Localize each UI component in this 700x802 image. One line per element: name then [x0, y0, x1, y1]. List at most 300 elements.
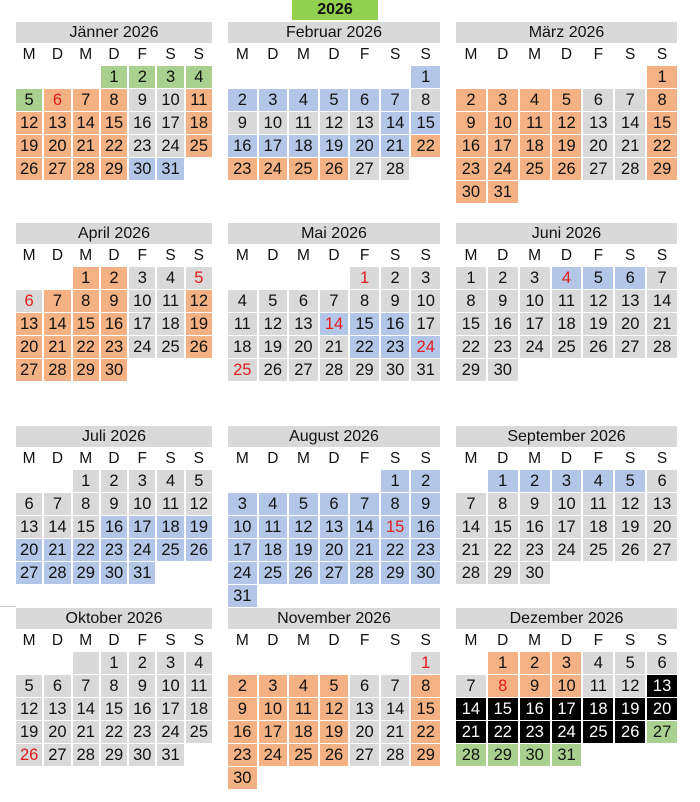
day-cell[interactable]: 27 — [647, 721, 677, 743]
day-cell[interactable]: 6 — [615, 267, 645, 289]
day-cell[interactable]: 27 — [16, 562, 42, 584]
day-cell[interactable]: 8 — [101, 675, 127, 697]
day-cell[interactable]: 2 — [456, 89, 486, 111]
day-cell[interactable]: 1 — [350, 267, 379, 289]
day-cell[interactable]: 24 — [157, 721, 183, 743]
day-cell[interactable]: 22 — [350, 336, 379, 358]
day-cell[interactable]: 27 — [350, 744, 379, 766]
day-cell[interactable]: 21 — [615, 135, 645, 157]
day-cell[interactable]: 8 — [350, 290, 379, 312]
day-cell[interactable]: 16 — [411, 516, 440, 538]
day-cell[interactable]: 21 — [456, 539, 486, 561]
day-cell[interactable]: 3 — [228, 493, 257, 515]
day-cell[interactable]: 19 — [615, 516, 645, 538]
day-cell[interactable]: 28 — [44, 562, 70, 584]
day-cell[interactable]: 3 — [129, 470, 155, 492]
day-cell[interactable]: 27 — [583, 158, 613, 180]
day-cell[interactable]: 30 — [129, 158, 155, 180]
day-cell[interactable]: 28 — [73, 744, 99, 766]
day-cell[interactable]: 16 — [228, 721, 257, 743]
day-cell[interactable]: 28 — [615, 158, 645, 180]
day-cell[interactable]: 7 — [615, 89, 645, 111]
day-cell[interactable]: 28 — [44, 359, 70, 381]
day-cell[interactable]: 4 — [186, 66, 212, 88]
day-cell[interactable]: 9 — [488, 290, 518, 312]
day-cell[interactable]: 21 — [44, 539, 70, 561]
day-cell[interactable]: 19 — [320, 135, 349, 157]
day-cell[interactable]: 3 — [552, 470, 582, 492]
day-cell[interactable]: 4 — [583, 652, 613, 674]
day-cell[interactable]: 13 — [44, 112, 70, 134]
day-cell[interactable]: 4 — [289, 89, 318, 111]
day-cell[interactable]: 25 — [552, 336, 582, 358]
day-cell[interactable]: 19 — [289, 539, 318, 561]
day-cell[interactable]: 11 — [520, 112, 550, 134]
day-cell[interactable]: 15 — [647, 112, 677, 134]
day-cell[interactable]: 21 — [44, 336, 70, 358]
day-cell[interactable]: 8 — [101, 89, 127, 111]
day-cell[interactable]: 26 — [289, 562, 318, 584]
day-cell[interactable]: 17 — [259, 721, 288, 743]
day-cell[interactable]: 3 — [157, 66, 183, 88]
day-cell[interactable]: 10 — [259, 112, 288, 134]
day-cell[interactable]: 6 — [16, 493, 42, 515]
day-cell[interactable]: 6 — [44, 89, 70, 111]
day-cell[interactable]: 22 — [101, 721, 127, 743]
day-cell[interactable]: 26 — [186, 539, 212, 561]
day-cell[interactable]: 4 — [186, 652, 212, 674]
day-cell[interactable]: 7 — [350, 493, 379, 515]
day-cell[interactable]: 30 — [228, 767, 257, 789]
day-cell[interactable]: 7 — [381, 675, 410, 697]
day-cell[interactable]: 12 — [320, 112, 349, 134]
day-cell[interactable]: 10 — [129, 493, 155, 515]
day-cell[interactable]: 30 — [101, 562, 127, 584]
day-cell[interactable]: 25 — [583, 721, 613, 743]
day-cell[interactable]: 4 — [520, 89, 550, 111]
day-cell[interactable]: 17 — [129, 516, 155, 538]
day-cell[interactable]: 26 — [16, 158, 42, 180]
day-cell[interactable]: 15 — [488, 516, 518, 538]
day-cell[interactable]: 1 — [488, 470, 518, 492]
day-cell[interactable]: 12 — [289, 516, 318, 538]
day-cell[interactable]: 28 — [320, 359, 349, 381]
day-cell[interactable]: 23 — [129, 135, 155, 157]
day-cell[interactable]: 27 — [647, 539, 677, 561]
day-cell[interactable]: 18 — [289, 721, 318, 743]
day-cell[interactable]: 25 — [259, 562, 288, 584]
day-cell[interactable]: 10 — [488, 112, 518, 134]
day-cell[interactable]: 5 — [583, 267, 613, 289]
day-cell[interactable]: 23 — [101, 539, 127, 561]
day-cell[interactable]: 14 — [350, 516, 379, 538]
day-cell[interactable]: 11 — [552, 290, 582, 312]
day-cell[interactable]: 7 — [456, 493, 486, 515]
day-cell[interactable]: 2 — [228, 89, 257, 111]
day-cell[interactable]: 26 — [320, 158, 349, 180]
day-cell[interactable]: 5 — [615, 652, 645, 674]
day-cell[interactable]: 21 — [320, 336, 349, 358]
day-cell[interactable]: 20 — [16, 539, 42, 561]
day-cell[interactable]: 12 — [320, 698, 349, 720]
day-cell[interactable]: 6 — [647, 470, 677, 492]
day-cell[interactable]: 26 — [615, 721, 645, 743]
day-cell[interactable]: 31 — [157, 158, 183, 180]
day-cell[interactable]: 5 — [320, 675, 349, 697]
day-cell[interactable]: 11 — [289, 112, 318, 134]
day-cell[interactable]: 2 — [129, 652, 155, 674]
day-cell[interactable]: 8 — [488, 675, 518, 697]
day-cell[interactable]: 4 — [289, 675, 318, 697]
day-cell[interactable]: 20 — [350, 135, 379, 157]
day-cell[interactable]: 30 — [520, 562, 550, 584]
day-cell[interactable]: 9 — [129, 89, 155, 111]
day-cell[interactable]: 21 — [647, 313, 677, 335]
day-cell[interactable]: 16 — [520, 516, 550, 538]
day-cell[interactable]: 22 — [647, 135, 677, 157]
day-cell[interactable]: 16 — [456, 135, 486, 157]
day-cell[interactable]: 10 — [411, 290, 440, 312]
day-cell[interactable]: 4 — [228, 290, 257, 312]
day-cell[interactable]: 24 — [157, 135, 183, 157]
day-cell[interactable]: 27 — [289, 359, 318, 381]
day-cell[interactable]: 21 — [73, 135, 99, 157]
day-cell[interactable]: 16 — [101, 313, 127, 335]
day-cell[interactable]: 19 — [615, 698, 645, 720]
day-cell[interactable]: 21 — [73, 721, 99, 743]
day-cell[interactable]: 23 — [520, 539, 550, 561]
day-cell[interactable]: 31 — [411, 359, 440, 381]
day-cell[interactable]: 15 — [488, 698, 518, 720]
day-cell[interactable]: 28 — [647, 336, 677, 358]
day-cell[interactable]: 26 — [583, 336, 613, 358]
day-cell[interactable]: 1 — [101, 66, 127, 88]
day-cell[interactable]: 5 — [16, 675, 42, 697]
day-cell[interactable]: 18 — [583, 516, 613, 538]
day-cell[interactable]: 15 — [350, 313, 379, 335]
day-cell[interactable]: 26 — [615, 539, 645, 561]
day-cell[interactable]: 31 — [488, 181, 518, 203]
day-cell[interactable]: 12 — [552, 112, 582, 134]
day-cell[interactable]: 27 — [44, 158, 70, 180]
day-cell[interactable]: 21 — [381, 135, 410, 157]
day-cell[interactable]: 24 — [129, 539, 155, 561]
day-cell[interactable]: 12 — [615, 675, 645, 697]
day-cell[interactable]: 10 — [552, 493, 582, 515]
day-cell[interactable]: 9 — [456, 112, 486, 134]
day-cell[interactable]: 17 — [228, 539, 257, 561]
day-cell[interactable]: 4 — [157, 470, 183, 492]
day-cell[interactable]: 18 — [228, 336, 257, 358]
day-cell[interactable]: 18 — [186, 698, 212, 720]
day-cell[interactable]: 19 — [186, 516, 212, 538]
day-cell[interactable]: 11 — [186, 89, 212, 111]
day-cell[interactable]: 3 — [157, 652, 183, 674]
day-cell[interactable]: 10 — [552, 675, 582, 697]
day-cell[interactable]: 25 — [583, 539, 613, 561]
day-cell[interactable]: 16 — [129, 698, 155, 720]
day-cell[interactable]: 24 — [552, 721, 582, 743]
day-cell[interactable]: 21 — [381, 721, 410, 743]
day-cell[interactable]: 20 — [583, 135, 613, 157]
day-cell[interactable]: 11 — [157, 290, 183, 312]
day-cell[interactable]: 29 — [411, 744, 440, 766]
day-cell[interactable]: 24 — [129, 336, 155, 358]
day-cell[interactable]: 22 — [381, 539, 410, 561]
day-cell[interactable]: 26 — [259, 359, 288, 381]
day-cell[interactable]: 20 — [16, 336, 42, 358]
day-cell[interactable]: 13 — [647, 675, 677, 697]
day-cell[interactable]: 7 — [381, 89, 410, 111]
day-cell[interactable]: 11 — [157, 493, 183, 515]
day-cell[interactable]: 14 — [73, 698, 99, 720]
day-cell[interactable]: 9 — [520, 493, 550, 515]
day-cell[interactable]: 27 — [44, 744, 70, 766]
day-cell[interactable]: 28 — [456, 562, 486, 584]
day-cell[interactable]: 31 — [157, 744, 183, 766]
day-cell[interactable]: 12 — [186, 493, 212, 515]
day-cell[interactable]: 13 — [647, 493, 677, 515]
day-cell[interactable]: 25 — [520, 158, 550, 180]
day-cell[interactable]: 8 — [456, 290, 486, 312]
day-cell[interactable]: 14 — [381, 698, 410, 720]
day-cell[interactable]: 7 — [44, 493, 70, 515]
day-cell[interactable]: 7 — [456, 675, 486, 697]
day-cell[interactable]: 4 — [157, 267, 183, 289]
day-cell[interactable]: 23 — [101, 336, 127, 358]
day-cell[interactable]: 29 — [73, 562, 99, 584]
day-cell[interactable]: 23 — [488, 336, 518, 358]
day-cell[interactable]: 19 — [320, 721, 349, 743]
day-cell[interactable]: 20 — [647, 698, 677, 720]
day-cell[interactable]: 18 — [520, 135, 550, 157]
day-cell[interactable]: 4 — [552, 267, 582, 289]
day-cell[interactable]: 9 — [228, 698, 257, 720]
day-cell[interactable]: 17 — [552, 698, 582, 720]
day-cell[interactable]: 10 — [129, 290, 155, 312]
day-cell[interactable]: 20 — [44, 721, 70, 743]
day-cell[interactable]: 2 — [411, 470, 440, 492]
day-cell[interactable]: 31 — [129, 562, 155, 584]
day-cell[interactable]: 23 — [411, 539, 440, 561]
day-cell[interactable]: 4 — [259, 493, 288, 515]
day-cell[interactable]: 5 — [320, 89, 349, 111]
day-cell[interactable]: 25 — [157, 539, 183, 561]
day-cell[interactable]: 20 — [289, 336, 318, 358]
day-cell[interactable]: 11 — [228, 313, 257, 335]
day-cell[interactable]: 7 — [320, 290, 349, 312]
day-cell[interactable]: 15 — [411, 698, 440, 720]
day-cell[interactable]: 7 — [44, 290, 70, 312]
day-cell[interactable]: 1 — [411, 66, 440, 88]
day-cell[interactable]: 6 — [44, 675, 70, 697]
day-cell[interactable]: 13 — [615, 290, 645, 312]
day-cell[interactable]: 6 — [583, 89, 613, 111]
day-cell[interactable]: 3 — [411, 267, 440, 289]
day-cell[interactable]: 9 — [520, 675, 550, 697]
day-cell[interactable]: 17 — [157, 112, 183, 134]
day-cell[interactable]: 31 — [552, 744, 582, 766]
day-cell[interactable]: 16 — [488, 313, 518, 335]
day-cell[interactable]: 23 — [228, 744, 257, 766]
day-cell[interactable]: 26 — [320, 744, 349, 766]
day-cell[interactable]: 24 — [552, 539, 582, 561]
day-cell[interactable]: 3 — [488, 89, 518, 111]
day-cell[interactable]: 14 — [73, 112, 99, 134]
day-cell[interactable]: 30 — [488, 359, 518, 381]
day-cell[interactable]: 17 — [488, 135, 518, 157]
day-cell[interactable]: 16 — [129, 112, 155, 134]
day-cell[interactable]: 5 — [16, 89, 42, 111]
day-cell[interactable]: 24 — [520, 336, 550, 358]
day-cell[interactable]: 9 — [101, 290, 127, 312]
day-cell[interactable]: 2 — [101, 470, 127, 492]
day-cell[interactable]: 25 — [186, 135, 212, 157]
day-cell[interactable]: 19 — [186, 313, 212, 335]
day-cell[interactable]: 25 — [186, 721, 212, 743]
day-cell[interactable]: 12 — [615, 493, 645, 515]
day-cell[interactable]: 24 — [228, 562, 257, 584]
day-cell[interactable]: 22 — [488, 539, 518, 561]
day-cell[interactable]: 12 — [16, 112, 42, 134]
day-cell[interactable]: 13 — [44, 698, 70, 720]
day-cell[interactable]: 13 — [583, 112, 613, 134]
day-cell[interactable]: 18 — [186, 112, 212, 134]
day-cell[interactable]: 13 — [289, 313, 318, 335]
day-cell[interactable]: 16 — [520, 698, 550, 720]
day-cell[interactable]: 18 — [157, 516, 183, 538]
day-cell[interactable]: 19 — [16, 135, 42, 157]
day-cell[interactable]: 6 — [320, 493, 349, 515]
day-cell[interactable]: 19 — [583, 313, 613, 335]
day-cell[interactable]: 29 — [456, 359, 486, 381]
day-cell[interactable]: 6 — [289, 290, 318, 312]
day-cell[interactable]: 30 — [520, 744, 550, 766]
day-cell[interactable]: 10 — [520, 290, 550, 312]
day-cell[interactable]: 16 — [381, 313, 410, 335]
day-cell[interactable]: 24 — [259, 744, 288, 766]
day-cell[interactable]: 6 — [350, 675, 379, 697]
day-cell[interactable]: 25 — [157, 336, 183, 358]
day-cell[interactable]: 21 — [456, 721, 486, 743]
day-cell[interactable]: 30 — [129, 744, 155, 766]
day-cell[interactable]: 8 — [647, 89, 677, 111]
day-cell[interactable]: 26 — [16, 744, 42, 766]
day-cell[interactable]: 4 — [583, 470, 613, 492]
day-cell[interactable]: 7 — [73, 675, 99, 697]
day-cell[interactable]: 8 — [73, 290, 99, 312]
day-cell[interactable]: 20 — [44, 135, 70, 157]
day-cell[interactable]: 30 — [381, 359, 410, 381]
day-cell[interactable]: 13 — [320, 516, 349, 538]
day-cell[interactable]: 2 — [520, 652, 550, 674]
day-cell[interactable]: 23 — [129, 721, 155, 743]
day-cell[interactable]: 15 — [456, 313, 486, 335]
day-cell[interactable]: 15 — [381, 516, 410, 538]
day-cell[interactable]: 8 — [411, 675, 440, 697]
day-cell[interactable]: 15 — [73, 313, 99, 335]
day-cell[interactable]: 17 — [552, 516, 582, 538]
day-cell[interactable]: 1 — [488, 652, 518, 674]
day-cell[interactable]: 26 — [186, 336, 212, 358]
day-cell[interactable]: 29 — [381, 562, 410, 584]
day-cell[interactable]: 18 — [259, 539, 288, 561]
day-cell[interactable]: 6 — [350, 89, 379, 111]
day-cell[interactable]: 5 — [259, 290, 288, 312]
day-cell[interactable]: 2 — [488, 267, 518, 289]
day-cell[interactable]: 3 — [552, 652, 582, 674]
day-cell[interactable]: 20 — [615, 313, 645, 335]
day-cell[interactable]: 23 — [456, 158, 486, 180]
day-cell[interactable]: 23 — [520, 721, 550, 743]
day-cell[interactable]: 14 — [44, 516, 70, 538]
day-cell[interactable]: 29 — [488, 562, 518, 584]
day-cell[interactable]: 19 — [552, 135, 582, 157]
day-cell[interactable]: 28 — [381, 744, 410, 766]
day-cell[interactable]: 9 — [411, 493, 440, 515]
day-cell[interactable]: 3 — [259, 89, 288, 111]
day-cell[interactable]: 5 — [552, 89, 582, 111]
day-cell[interactable]: 9 — [381, 290, 410, 312]
day-cell[interactable]: 17 — [157, 698, 183, 720]
day-cell[interactable]: 16 — [228, 135, 257, 157]
day-cell[interactable]: 7 — [647, 267, 677, 289]
day-cell[interactable]: 27 — [16, 359, 42, 381]
day-cell[interactable]: 10 — [259, 698, 288, 720]
day-cell[interactable]: 14 — [456, 698, 486, 720]
day-cell[interactable]: 12 — [259, 313, 288, 335]
day-cell[interactable]: 22 — [411, 721, 440, 743]
day-cell[interactable]: 14 — [615, 112, 645, 134]
day-cell[interactable]: 15 — [411, 112, 440, 134]
day-cell[interactable]: 25 — [289, 744, 318, 766]
day-cell[interactable]: 27 — [320, 562, 349, 584]
day-cell[interactable]: 24 — [259, 158, 288, 180]
day-cell[interactable]: 29 — [73, 359, 99, 381]
day-cell[interactable]: 21 — [350, 539, 379, 561]
day-cell[interactable]: 6 — [16, 290, 42, 312]
day-cell[interactable]: 11 — [583, 675, 613, 697]
day-cell[interactable]: 25 — [228, 359, 257, 381]
day-cell[interactable]: 29 — [350, 359, 379, 381]
day-cell[interactable]: 27 — [350, 158, 379, 180]
day-cell[interactable]: 26 — [552, 158, 582, 180]
day-cell[interactable]: 11 — [259, 516, 288, 538]
day-cell[interactable]: 3 — [259, 675, 288, 697]
day-cell[interactable]: 1 — [73, 470, 99, 492]
day-cell[interactable]: 29 — [101, 744, 127, 766]
day-cell[interactable]: 13 — [350, 112, 379, 134]
day-cell[interactable]: 15 — [101, 112, 127, 134]
day-cell[interactable]: 13 — [16, 313, 42, 335]
day-cell[interactable]: 3 — [129, 267, 155, 289]
day-cell[interactable]: 31 — [228, 585, 257, 607]
day-cell[interactable]: 23 — [381, 336, 410, 358]
day-cell[interactable]: 28 — [73, 158, 99, 180]
day-cell[interactable]: 11 — [583, 493, 613, 515]
day-cell[interactable]: 2 — [381, 267, 410, 289]
day-cell[interactable]: 28 — [381, 158, 410, 180]
day-cell[interactable]: 2 — [228, 675, 257, 697]
day-cell[interactable]: 13 — [16, 516, 42, 538]
day-cell[interactable]: 18 — [289, 135, 318, 157]
day-cell[interactable]: 9 — [228, 112, 257, 134]
day-cell[interactable]: 8 — [411, 89, 440, 111]
day-cell[interactable]: 22 — [101, 135, 127, 157]
day-cell[interactable]: 7 — [73, 89, 99, 111]
day-cell[interactable]: 25 — [289, 158, 318, 180]
day-cell[interactable]: 22 — [73, 336, 99, 358]
